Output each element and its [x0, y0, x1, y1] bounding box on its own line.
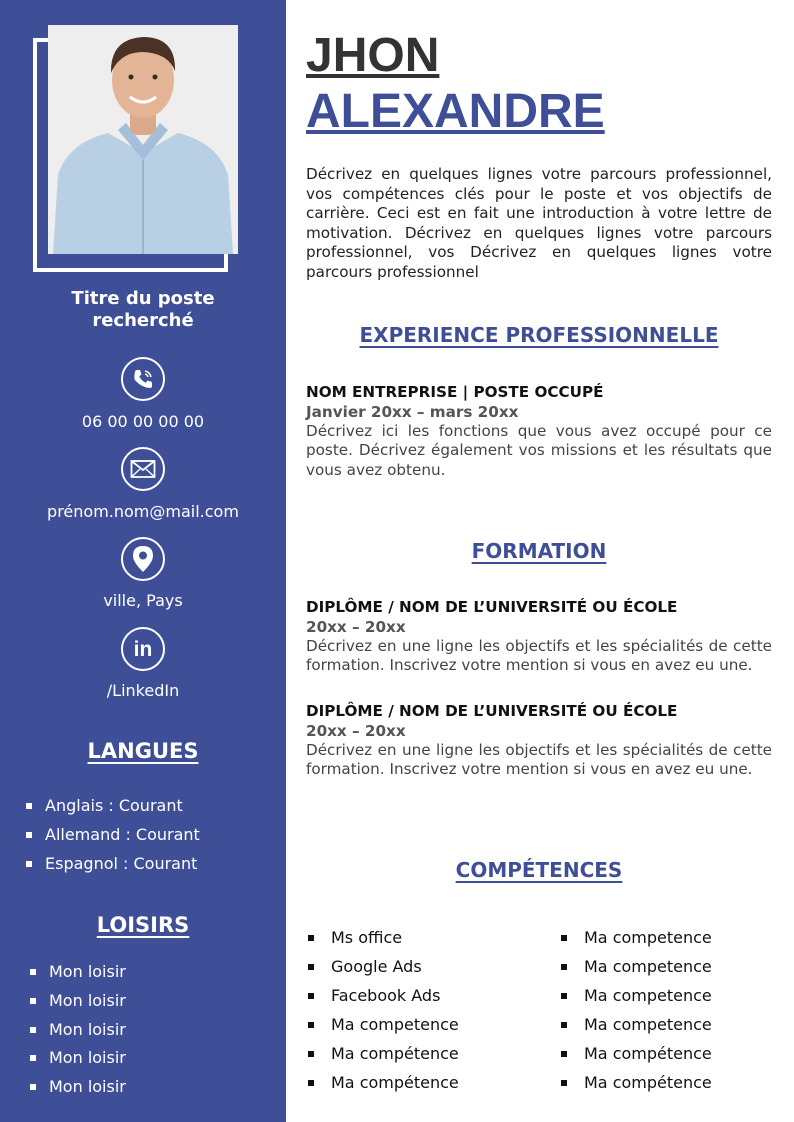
list-item: Mon loisir [30, 1020, 126, 1049]
list-item: Ma compétence [306, 1044, 459, 1073]
linkedin-link: /LinkedIn [106, 681, 180, 700]
skills-heading: COMPÉTENCES [455, 858, 623, 882]
entry-date: 20xx – 20xx [306, 721, 406, 740]
phone-icon [121, 357, 165, 401]
list-item: Anglais : Courant [26, 796, 200, 825]
entry-title: NOM ENTREPRISE | POSTE OCCUPÉ [306, 383, 604, 401]
entry-description: Décrivez en une ligne les objectifs et les spécialités de cette formation. Inscrivez votre mention si vous en avez eu une. [306, 636, 772, 674]
list-item: Ma compétence [306, 1073, 459, 1102]
list-item: Ma compétence [559, 1073, 712, 1102]
list-item: Ms office [306, 928, 459, 957]
experience-entry [306, 383, 772, 480]
skills-list-right [559, 928, 712, 1102]
entry-title: DIPLÔME / NOM DE L’UNIVERSITÉ OU ÉCOLE [306, 702, 678, 720]
job-title: Titre du poste recherché [71, 288, 215, 331]
education-entry [306, 702, 772, 780]
entry-description: Décrivez ici les fonctions que vous avez occupé pour ce poste. Décrivez également vos missions et les résultats que vous avez obtenu. [306, 421, 772, 479]
entry-date: Janvier 20xx – mars 20xx [306, 402, 519, 421]
list-item: Ma compétence [559, 1044, 712, 1073]
linkedin-icon: in [121, 627, 165, 671]
profile-photo [48, 25, 238, 254]
hobbies-heading: LOISIRS [96, 913, 190, 937]
email-address: prénom.nom@mail.com [47, 502, 239, 521]
experience-heading: EXPERIENCE PROFESSIONNELLE [359, 323, 719, 347]
entry-date: 20xx – 20xx [306, 617, 406, 636]
languages-heading: LANGUES [87, 739, 199, 763]
languages-list [26, 796, 200, 882]
skills-list-left [306, 928, 459, 1102]
list-item: Google Ads [306, 957, 459, 986]
hobbies-list [30, 962, 126, 1106]
list-item: Ma competence [559, 1015, 712, 1044]
list-item: Ma competence [559, 957, 712, 986]
list-item: Espagnol : Courant [26, 854, 200, 883]
entry-description: Décrivez en une ligne les objectifs et les spécialités de cette formation. Inscrivez votre mention si vous en avez eu une. [306, 740, 772, 778]
location-pin-icon [121, 537, 165, 581]
phone-number: 06 00 00 00 00 [81, 412, 205, 431]
list-item: Mon loisir [30, 1077, 126, 1106]
list-item: Ma competence [559, 928, 712, 957]
education-heading: FORMATION [471, 539, 607, 563]
education-entry [306, 598, 772, 676]
mail-icon [121, 447, 165, 491]
list-item: Mon loisir [30, 1048, 126, 1077]
location: ville, Pays [103, 591, 183, 610]
list-item: Facebook Ads [306, 986, 459, 1015]
entry-title: DIPLÔME / NOM DE L’UNIVERSITÉ OU ÉCOLE [306, 598, 678, 616]
sidebar [0, 0, 286, 1122]
list-item: Mon loisir [30, 962, 126, 991]
first-name: JHON [306, 29, 440, 82]
list-item: Ma competence [306, 1015, 459, 1044]
last-name: ALEXANDRE [306, 85, 605, 138]
intro-summary: Décrivez en quelques lignes votre parcours professionnel, vos compétences clés pour le poste et vos objectifs de carrière. Ceci est en fait une introduction à votre lettre de motivation. Décrivez en quelques lignes votre parcours professionnel, vos Décrivez en quelques lignes votre parcours professionnel [306, 165, 772, 281]
list-item: Allemand : Courant [26, 825, 200, 854]
list-item: Mon loisir [30, 991, 126, 1020]
list-item: Ma competence [559, 986, 712, 1015]
